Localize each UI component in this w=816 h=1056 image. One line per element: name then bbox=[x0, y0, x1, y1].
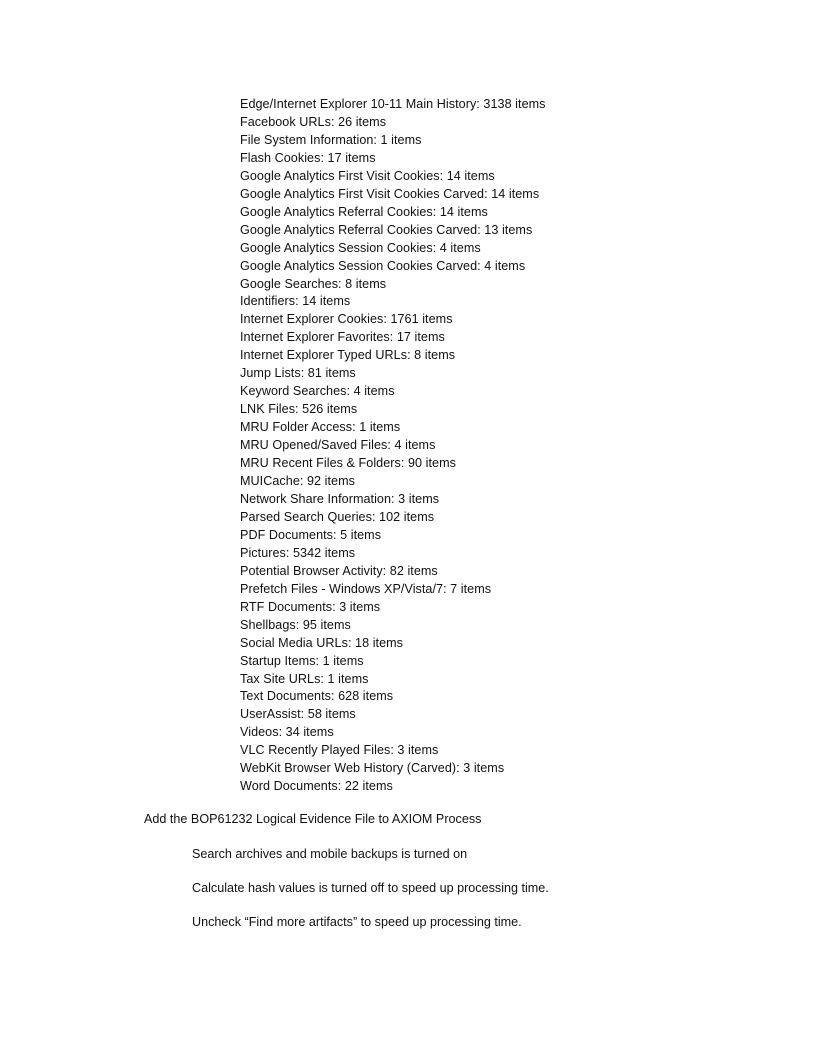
list-item: MRU Folder Access: 1 items bbox=[240, 420, 401, 435]
list-item: Parsed Search Queries: 102 items bbox=[240, 509, 435, 524]
list-item: Tax Site URLs: 1 items bbox=[240, 671, 369, 686]
list-item: Google Analytics First Visit Cookies Carved: 14 items bbox=[240, 186, 540, 201]
list-item: MUICache: 92 items bbox=[240, 474, 355, 489]
list-item: Text Documents: 628 items bbox=[240, 689, 394, 704]
list-item: Keyword Searches: 4 items bbox=[240, 384, 395, 399]
list-item: MRU Opened/Saved Files: 4 items bbox=[240, 438, 436, 453]
step-note: Uncheck “Find more artifacts” to speed up processing time. bbox=[192, 915, 522, 929]
list-item: Internet Explorer Favorites: 17 items bbox=[240, 330, 445, 345]
list-item: WebKit Browser Web History (Carved): 3 items bbox=[240, 761, 505, 776]
list-item: Google Analytics Referral Cookies: 14 items bbox=[240, 204, 488, 219]
step-note: Search archives and mobile backups is turned on bbox=[192, 847, 468, 861]
list-item: UserAssist: 58 items bbox=[240, 707, 356, 722]
artifact-count-list bbox=[240, 96, 546, 796]
list-item: Videos: 34 items bbox=[240, 725, 334, 740]
list-item: Network Share Information: 3 items bbox=[240, 491, 440, 506]
list-item: Pictures: 5342 items bbox=[240, 545, 356, 560]
list-item: LNK Files: 526 items bbox=[240, 402, 358, 417]
list-item: Internet Explorer Cookies: 1761 items bbox=[240, 312, 453, 327]
list-item: Edge/Internet Explorer 10-11 Main History: 3138 items bbox=[240, 97, 546, 111]
step-note: Calculate hash values is turned off to speed up processing time. bbox=[192, 881, 549, 895]
list-item: Google Analytics Session Cookies Carved: 4 items bbox=[240, 258, 526, 273]
list-item: RTF Documents: 3 items bbox=[240, 599, 381, 614]
list-item: Google Searches: 8 items bbox=[240, 276, 387, 291]
list-item: VLC Recently Played Files: 3 items bbox=[240, 743, 439, 758]
list-item: Shellbags: 95 items bbox=[240, 617, 351, 632]
list-item: Google Analytics First Visit Cookies: 14 items bbox=[240, 168, 495, 183]
list-item: Social Media URLs: 18 items bbox=[240, 635, 404, 650]
list-item: Word Documents: 22 items bbox=[240, 779, 393, 794]
list-item: Identifiers: 14 items bbox=[240, 294, 351, 309]
list-item: Potential Browser Activity: 82 items bbox=[240, 563, 438, 578]
list-item: Startup Items: 1 items bbox=[240, 653, 364, 668]
list-item: File System Information: 1 items bbox=[240, 132, 422, 147]
list-item: Google Analytics Session Cookies: 4 items bbox=[240, 240, 481, 255]
list-item: Prefetch Files - Windows XP/Vista/7: 7 items bbox=[240, 581, 492, 596]
list-item: Internet Explorer Typed URLs: 8 items bbox=[240, 348, 456, 363]
list-item: PDF Documents: 5 items bbox=[240, 527, 382, 542]
list-item: Flash Cookies: 17 items bbox=[240, 150, 376, 165]
list-item: Facebook URLs: 26 items bbox=[240, 114, 387, 129]
step-heading: Add the BOP61232 Logical Evidence File to AXIOM Process bbox=[144, 812, 482, 826]
list-item: Google Analytics Referral Cookies Carved: 13 items bbox=[240, 222, 533, 237]
list-item: Jump Lists: 81 items bbox=[240, 366, 356, 381]
list-item: MRU Recent Files & Folders: 90 items bbox=[240, 456, 456, 471]
